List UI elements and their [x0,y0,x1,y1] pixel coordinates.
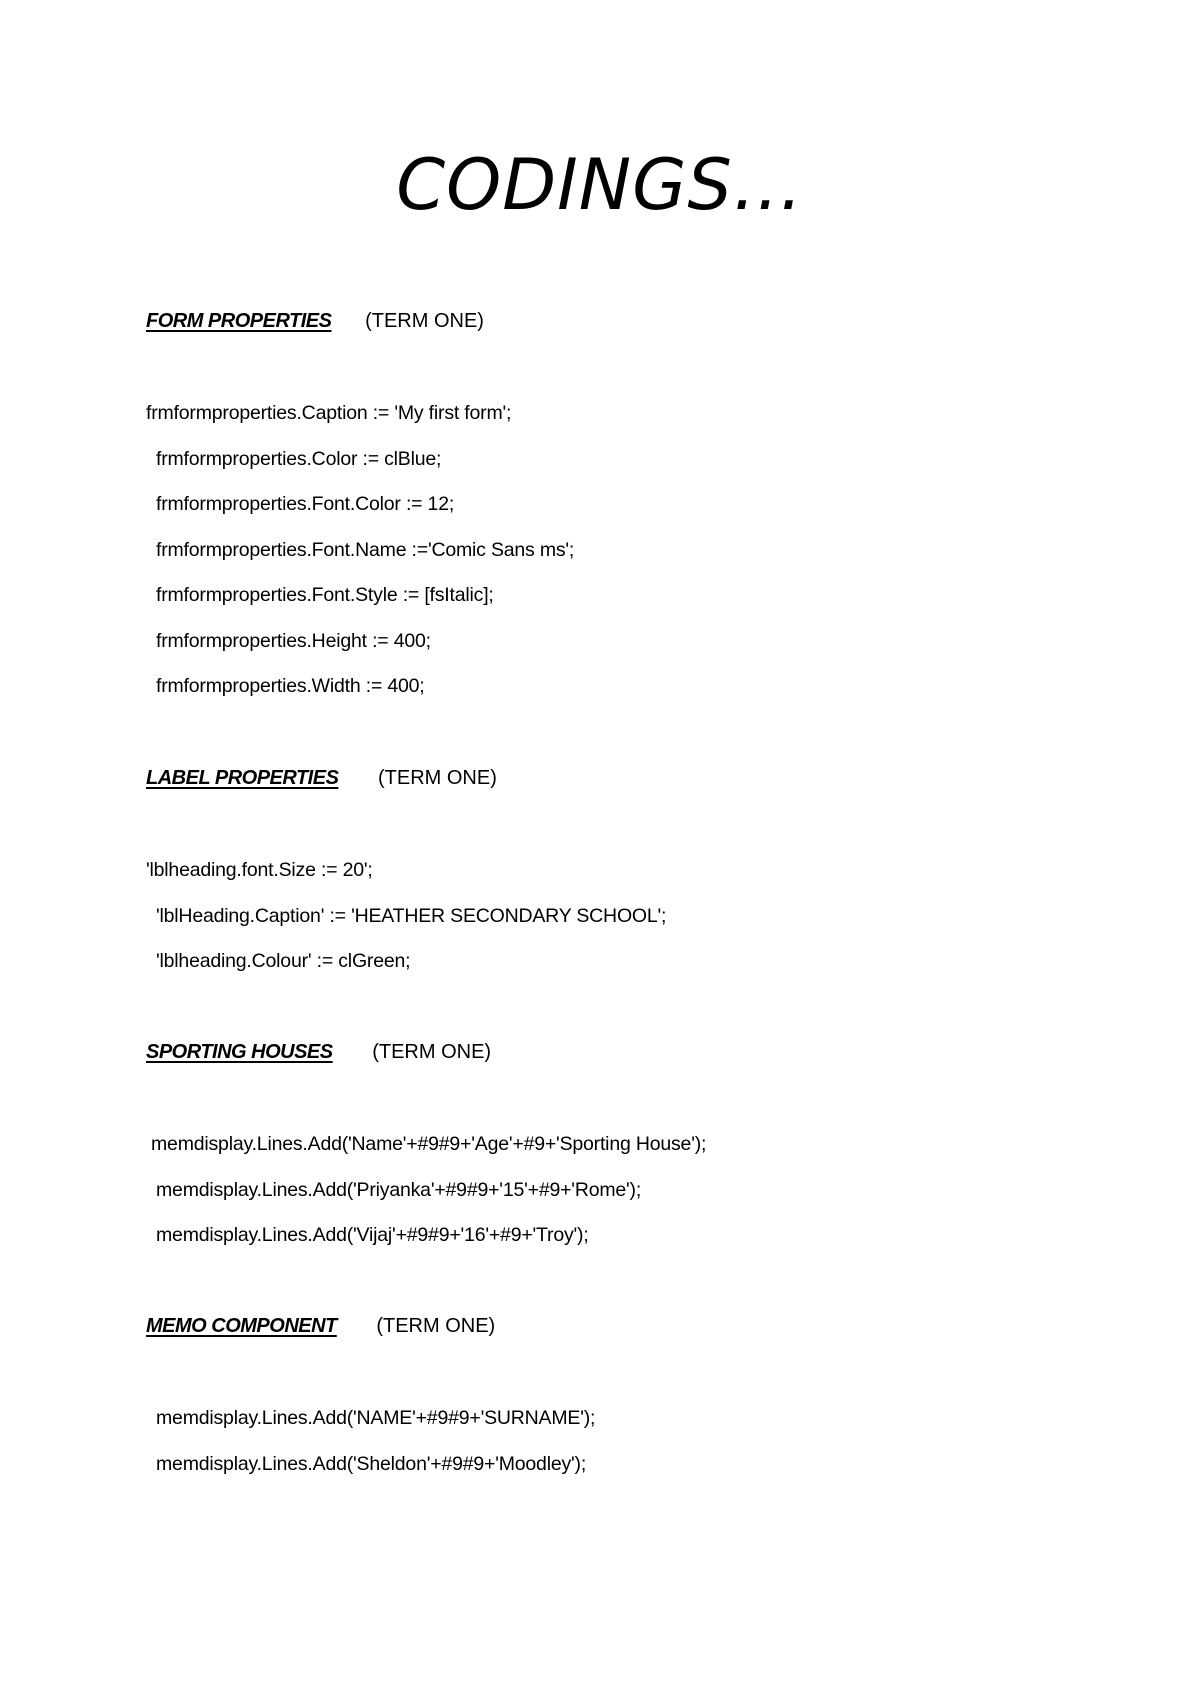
code-line: memdisplay.Lines.Add('Name'+#9#9+'Age'+#9+'Sporting House'); [151,1133,707,1155]
code-block [146,398,1146,717]
section-term: (TERM ONE) [372,1041,492,1063]
code-line: frmformproperties.Font.Color := 12; [156,493,455,515]
code-line: memdisplay.Lines.Add('Priyanka'+#9#9+'15'+#9+'Rome'); [156,1178,642,1201]
section-heading-row [146,306,1146,336]
code-line: memdisplay.Lines.Add('Sheldon'+#9#9+'Moodley'); [156,1452,587,1475]
document-title: CODINGS… [396,144,804,226]
section-form-properties [146,306,1146,717]
code-line: frmformproperties.Font.Style := [fsItalic]; [156,584,494,606]
section-heading-row [146,1311,1146,1341]
section-term: (TERM ONE) [376,1315,496,1337]
section-heading: SPORTING HOUSES [146,1041,333,1063]
code-line: 'lblheading.font.Size := 20'; [146,859,373,881]
code-line: memdisplay.Lines.Add('NAME'+#9#9+'SURNAME'); [156,1407,596,1429]
code-line: frmformproperties.Font.Name :='Comic Sans ms'; [156,538,575,561]
section-memo-component [146,1311,1146,1494]
code-line: memdisplay.Lines.Add('Vijaj'+#9#9+'16'+#9+'Troy'); [156,1224,589,1246]
section-label-properties [146,763,1146,992]
code-block [146,1403,1146,1494]
code-line: frmformproperties.Color := clBlue; [156,447,442,470]
section-heading: LABEL PROPERTIES [146,767,339,789]
section-heading: FORM PROPERTIES [146,310,332,332]
section-term: (TERM ONE) [365,310,484,332]
code-block [146,1129,1146,1266]
code-line: 'lblheading.Colour' := clGreen; [156,950,411,972]
code-block [146,855,1146,992]
section-heading: MEMO COMPONENT [146,1315,337,1337]
code-line: frmformproperties.Caption := 'My first form'; [146,402,512,424]
code-line: frmformproperties.Height := 400; [156,629,431,652]
code-line: 'lblHeading.Caption' := 'HEATHER SECONDARY SCHOOL'; [156,904,667,927]
section-sporting-houses [146,1037,1146,1266]
section-term: (TERM ONE) [377,767,497,789]
code-line: frmformproperties.Width := 400; [156,675,425,697]
section-heading-row [146,763,1146,793]
section-heading-row [146,1037,1146,1067]
